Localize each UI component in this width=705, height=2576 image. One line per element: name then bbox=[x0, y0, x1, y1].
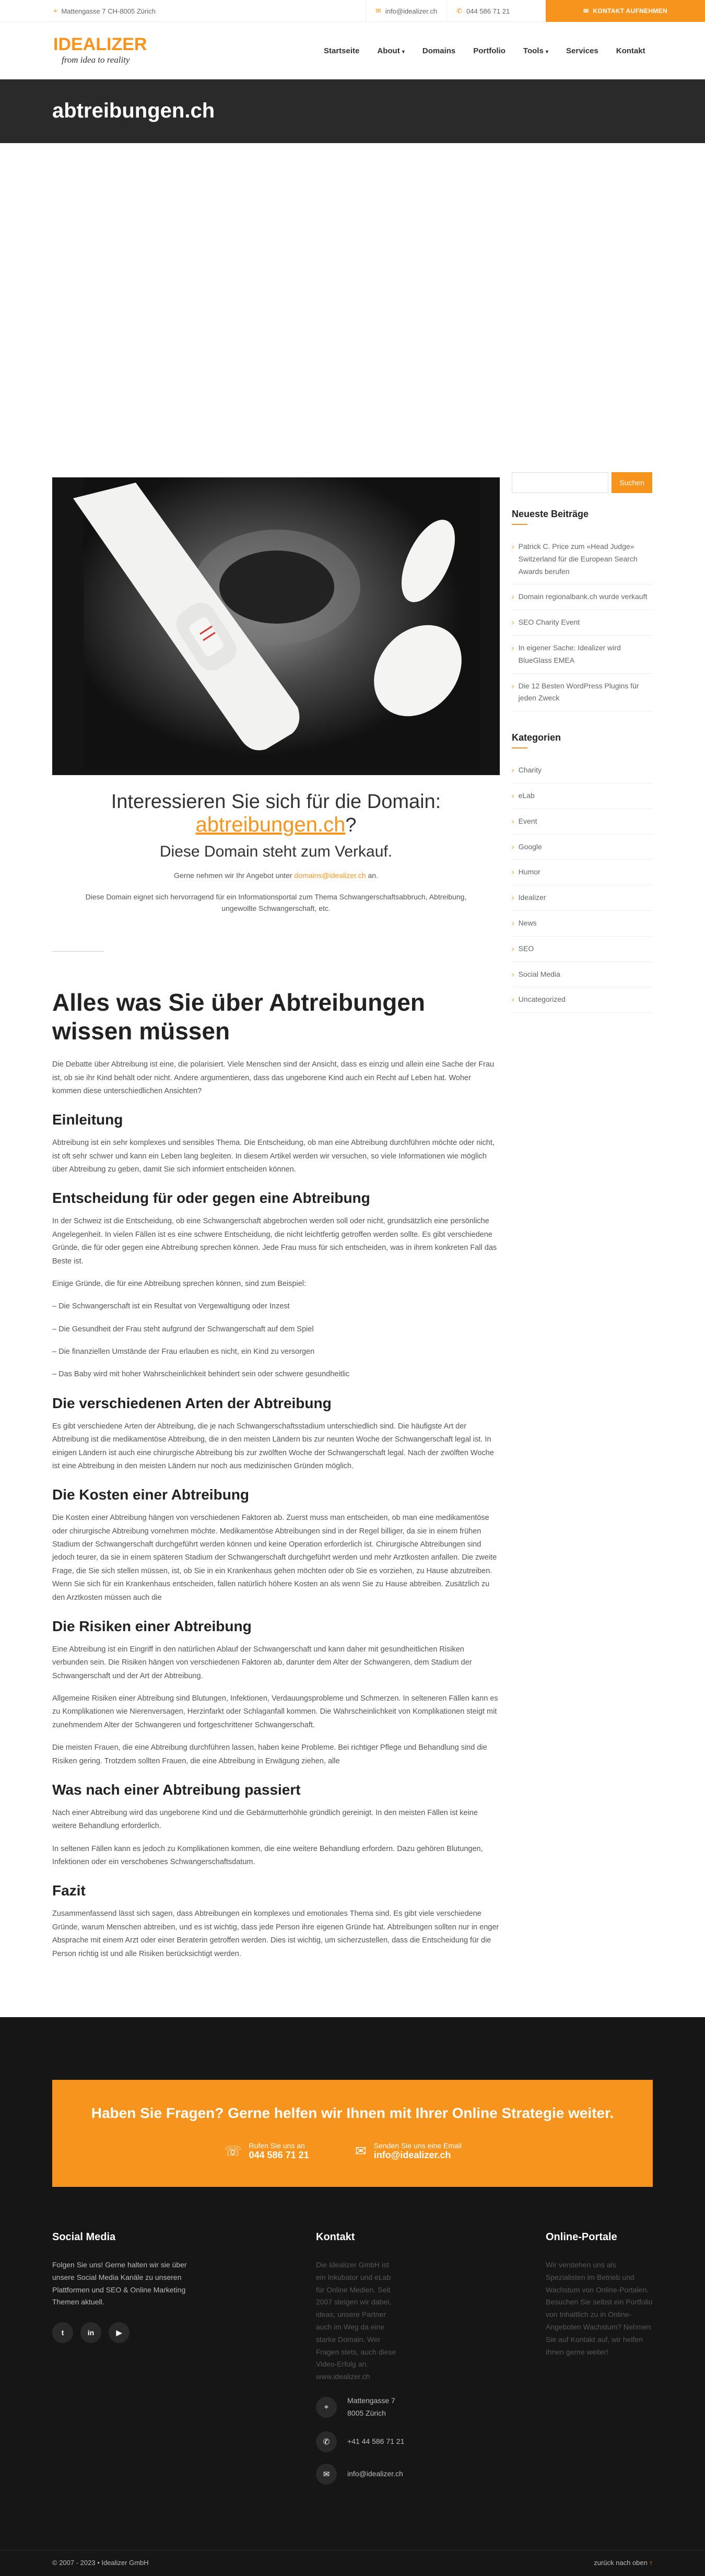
footer-email-text[interactable]: info@idealizer.ch bbox=[347, 2469, 403, 2478]
chevron-right-icon: › bbox=[512, 643, 514, 652]
page-title: abtreibungen.ch bbox=[52, 99, 215, 122]
mail-icon: ✉ bbox=[316, 2464, 337, 2485]
arrow-up-icon: ↑ bbox=[649, 2559, 653, 2567]
promo-domain-link[interactable]: abtreibungen.ch bbox=[195, 813, 346, 836]
section-text: Allgemeine Risiken einer Abtreibung sind Blutungen, Infektionen, Verdauungsprobleme und Schmerzen. In selteneren Fällen kann es zu Komplikationen wie Nierenversagen, Herzinfarkt oder Schlaganfall kommen. Die Wahrscheinlichkeit von Komplikationen steigt mit zunehmendem Alter der Schwangeren und fortgeschrittener Schwangerschaft. bbox=[52, 1694, 498, 1729]
category-text[interactable]: Social Media bbox=[518, 969, 560, 978]
chevron-right-icon: › bbox=[512, 766, 514, 775]
category-link[interactable] bbox=[512, 911, 653, 936]
topbar-phone[interactable] bbox=[446, 0, 519, 22]
category-text[interactable]: eLab bbox=[518, 791, 535, 800]
category-link[interactable] bbox=[512, 962, 653, 988]
chevron-right-icon: › bbox=[512, 918, 514, 927]
category-link[interactable] bbox=[512, 758, 653, 783]
category-link[interactable] bbox=[512, 809, 653, 835]
search-button[interactable]: Suchen bbox=[612, 472, 652, 493]
cta-mail[interactable] bbox=[355, 2141, 462, 2161]
recent-post-link[interactable] bbox=[512, 534, 653, 584]
nav-tools-label[interactable]: Tools bbox=[523, 46, 544, 55]
section-title: Einleitung bbox=[52, 1111, 123, 1128]
section-text: In der Schweiz ist die Entscheidung, ob eine Schwangerschaft abgebrochen werden soll oder nicht, grundsätzlich eine persönliche Angelegenheit. In vielen Fällen ist es eine schwere Entscheidung, die nicht leichtfertig getroffen werden sollte. Es gibt verschiedene Gründe, die für oder gegen eine Abtreibung sprechen können. Jede Frau muss für sich entscheiden, was in ihrem konkreten Fall das Beste ist. bbox=[52, 1217, 497, 1266]
main-nav bbox=[324, 22, 645, 79]
category-link[interactable] bbox=[512, 885, 653, 911]
site-header bbox=[0, 22, 705, 79]
recent-post-link[interactable] bbox=[512, 610, 653, 636]
article-title: Alles was Sie über Abtreibungen wissen müssen bbox=[52, 988, 426, 1045]
mail-icon: ✉ bbox=[355, 2143, 367, 2159]
category-link[interactable] bbox=[512, 783, 653, 809]
section-text: Zusammenfassend lässt sich sagen, dass Abtreibungen ein komplexes und emotionales Thema sind. Es gibt viele verschiedene Gründe, warum Menschen abtreiben, und es ist wichtig, dass jede Person ihre eigenen Gründe hat. Abtreibungen sollten nur in enger Absprache mit einem Arzt oder einer Beraterin getroffen werden. Dies ist wichtig, um sicherzustellen, dass die Entscheidung für die Person richtig ist und alle Risiken berücksichtigt werden. bbox=[52, 1910, 499, 1958]
chevron-right-icon: › bbox=[512, 995, 514, 1004]
social-links bbox=[52, 2322, 188, 2343]
promo-offer bbox=[52, 871, 500, 880]
section-text: Einige Gründe, die für eine Abtreibung sprechen können, sind zum Beispiel: bbox=[52, 1279, 307, 1288]
category-link[interactable] bbox=[512, 987, 653, 1013]
nav-portfolio[interactable]: Portfolio bbox=[473, 46, 506, 55]
recent-post-link[interactable] bbox=[512, 674, 653, 712]
cta-call-label: Rufen Sie uns an bbox=[249, 2141, 305, 2150]
footer-email[interactable] bbox=[316, 2464, 462, 2485]
search-input[interactable] bbox=[512, 472, 608, 493]
chevron-right-icon: › bbox=[512, 681, 514, 690]
section-text: In seltenen Fällen kann es jedoch zu Komplikationen kommen, die eine weitere Behandlung erfordern. Dazu gehören Blutungen, Infektionen oder ein verschobenes Schwangerschaftsdatum. bbox=[52, 1844, 483, 1867]
recent-post-link[interactable] bbox=[512, 584, 653, 610]
offer-email-link[interactable]: domains@idealizer.ch bbox=[294, 871, 366, 880]
footer-social-title: Social Media bbox=[52, 2231, 116, 2243]
chevron-right-icon: › bbox=[512, 618, 514, 627]
offer-suffix: an. bbox=[368, 871, 378, 880]
category-text[interactable]: Uncategorized bbox=[518, 995, 566, 1004]
cta-call[interactable] bbox=[225, 2141, 309, 2161]
footer-bottom bbox=[0, 2550, 705, 2576]
list-item: – Das Baby wird mit hoher Wahrscheinlichkeit behindert sein oder schwere gesundheitlic bbox=[52, 1370, 350, 1379]
section-text: Die Kosten einer Abtreibung hängen von verschiedenen Faktoren ab. Zuerst muss man entscheiden, ob man eine medikamentöse oder chirurgische Abtreibung vornehmen möchte. Medikamentöse Abtreibungen sind in der Regel billiger, da sie in einem frühen Stadium der Schwangerschaft durchgeführt werden können und keine Operation erforderlich ist. Chirurgische Abtreibungen sind jedoch teurer, da sie in einem späteren Stadium der Schwangerschaft durchgeführt werden und mehr Arztkosten anfallen. Die zweite Frage, die Sie sich stellen müssen, ist, ob Sie in ein Krankenhaus gehen möchten oder ob Sie es vorziehen, zu Hause abzutreiben. Wenn Sie sich für ein Krankenhaus entscheiden, fallen natürlich höhere Kosten an als wenn Sie zu Hause abtreiben. Zusätzlich zu den Arztkosten müssen auch die bbox=[52, 1514, 497, 1602]
cta-mail-value[interactable]: info@idealizer.ch bbox=[373, 2150, 451, 2160]
topbar-email-text[interactable]: info@idealizer.ch bbox=[385, 7, 438, 15]
search-form bbox=[512, 472, 653, 493]
chevron-right-icon: › bbox=[512, 816, 514, 825]
article-intro: Die Debatte über Abtreibung ist eine, die polarisiert. Viele Menschen sind der Ansicht, dass es einzig und allein eine Sache der Frau ist, ob sie ihr Kind behält oder nicht. Andere argumentieren, dass das ungeborene Kind auch ein Recht auf Leben hat. Woher kommen diese unterschiedlichen Ansichten? bbox=[52, 1060, 495, 1095]
category-text[interactable]: SEO bbox=[518, 944, 534, 953]
logo-wordmark: IDEALIZER bbox=[53, 34, 147, 54]
category-link[interactable] bbox=[512, 860, 653, 885]
back-to-top-link[interactable] bbox=[594, 2559, 653, 2567]
footer-kontakt-title: Kontakt bbox=[316, 2231, 355, 2243]
section-text: Die meisten Frauen, die eine Abtreibung durchführen lassen, haben keine Probleme. Bei richtiger Pflege und Behandlung sind die Risiken gering. Trotzdem sollten Frauen, die eine Abtreibung in Erwägung ziehen, alle bbox=[52, 1743, 487, 1765]
section-title: Die verschiedenen Arten der Abtreibung bbox=[52, 1395, 332, 1411]
site-logo[interactable] bbox=[52, 32, 162, 74]
logo-tagline: from idea to reality bbox=[62, 55, 130, 65]
category-text[interactable]: Humor bbox=[518, 868, 540, 876]
article bbox=[52, 988, 500, 1961]
contact-cta-label[interactable]: KONTAKT AUFNEHMEN bbox=[593, 7, 667, 15]
site-footer bbox=[0, 2017, 705, 2576]
footer-social bbox=[52, 2231, 188, 2343]
content-column bbox=[52, 342, 500, 1970]
section-title: Entscheidung für oder gegen eine Abtreibung bbox=[52, 1190, 370, 1207]
list-item: – Die finanziellen Umstände der Frau erlauben es nicht, ein Kind zu versorgen bbox=[52, 1348, 315, 1356]
back-to-top-label[interactable]: zurück nach oben bbox=[594, 2559, 648, 2567]
footer-address bbox=[316, 2395, 462, 2420]
phone-icon: ✆ bbox=[456, 7, 463, 15]
footer-portale-text: Wir verstehen uns als Spezialisten im Betrieb und Wachstum von Online-Portalen. Besuchen Sie selbst ein Portfolio von Inhaltlich zu in Online-Angeboten Wachstum? Nehmen Sie auf Kontakt auf, wir helfen Ihnen gerne weiter! bbox=[546, 2261, 653, 2356]
offer-prefix: Gerne nehmen wir Ihr Angebot unter bbox=[174, 871, 292, 880]
footer-kontakt bbox=[316, 2231, 462, 2485]
nav-startseite[interactable]: Startseite bbox=[324, 46, 360, 55]
domain-promo bbox=[52, 791, 500, 915]
top-bar bbox=[0, 0, 705, 22]
nav-tools[interactable] bbox=[523, 46, 548, 55]
chevron-right-icon: › bbox=[512, 893, 514, 902]
section-title: Die Risiken einer Abtreibung bbox=[52, 1618, 252, 1634]
map-pin-icon: ⌖ bbox=[316, 2397, 337, 2418]
chevron-right-icon: › bbox=[512, 791, 514, 800]
cta-band-title: Haben Sie Fragen? Gerne helfen wir Ihnen mit Ihrer Online Strategie weiter. bbox=[91, 2105, 614, 2121]
category-text[interactable]: Idealizer bbox=[518, 893, 546, 902]
linkedin-icon[interactable]: in bbox=[80, 2322, 101, 2343]
category-link[interactable] bbox=[512, 835, 653, 860]
category-text[interactable]: Google bbox=[518, 842, 542, 851]
promo-heading: Interessieren Sie sich für die Domain: bbox=[111, 791, 441, 813]
sidebar bbox=[512, 472, 653, 1013]
chat-icon: ☏ bbox=[225, 2143, 242, 2159]
nav-domains[interactable]: Domains bbox=[422, 46, 456, 55]
recent-post-text[interactable]: Domain regionalbank.ch wurde verkauft bbox=[518, 592, 648, 601]
recent-post-text[interactable]: Patrick C. Price zum «Head Judge» Switzerland für die European Search Awards berufen bbox=[518, 542, 638, 576]
list-item: – Die Gesundheit der Frau steht aufgrund der Schwangerschaft auf dem Spiel bbox=[52, 1325, 314, 1333]
cta-mail-label: Senden Sie uns eine Email bbox=[373, 2141, 462, 2150]
nav-kontakt[interactable]: Kontakt bbox=[616, 46, 645, 55]
nav-services[interactable]: Services bbox=[566, 46, 598, 55]
recent-posts-title-text: Neueste Beiträge bbox=[512, 509, 589, 519]
phone-icon: ✆ bbox=[316, 2431, 337, 2452]
footer-portale bbox=[546, 2231, 653, 2358]
recent-post-text[interactable]: In eigener Sache: Idealizer wird BlueGlass EMEA bbox=[518, 643, 621, 664]
chevron-right-icon: › bbox=[512, 969, 514, 978]
category-text[interactable]: Charity bbox=[518, 766, 542, 775]
topbar-address bbox=[53, 0, 156, 22]
promo-description: Diese Domain eignet sich hervorragend für ein Informationsportal zum Thema Schwangerschaftsabbruch, Abtreibung, ungewollte Schwangerschaft, etc. bbox=[85, 893, 467, 913]
mail-icon: ✉ bbox=[375, 7, 381, 15]
section-title: Fazit bbox=[52, 1882, 86, 1899]
recent-post-link[interactable] bbox=[512, 636, 653, 674]
divider bbox=[52, 951, 104, 952]
map-pin-icon: ⌖ bbox=[53, 7, 57, 15]
categories-title bbox=[512, 732, 653, 748]
youtube-icon[interactable]: ▶ bbox=[109, 2322, 130, 2343]
list-item: – Die Schwangerschaft ist ein Resultat von Vergewaltigung oder Inzest bbox=[52, 1302, 290, 1311]
footer-phone[interactable] bbox=[316, 2431, 462, 2452]
section-text: Eine Abtreibung ist ein Eingriff in den natürlichen Ablauf der Schwangerschaft und kann daher mit gesundheitlichen Risiken verbunden sein. Die Risiken hängen von verschiedenen Faktoren ab, darunter dem Alter der Schwangeren, dem Stadium der Schwangerschaft und der Art der Abtreibung. bbox=[52, 1645, 472, 1680]
promo-question-mark: ? bbox=[345, 814, 357, 836]
twitter-icon[interactable]: t bbox=[52, 2322, 73, 2343]
page-hero bbox=[0, 79, 705, 143]
address-line1: Mattengasse 7 bbox=[347, 2396, 395, 2405]
address-text: Mattengasse 7 CH-8005 Zürich bbox=[61, 7, 156, 15]
recent-posts-title bbox=[512, 509, 653, 525]
section-title: Die Kosten einer Abtreibung bbox=[52, 1486, 250, 1503]
section-text: Abtreibung ist ein sehr komplexes und sensibles Thema. Die Entscheidung, ob man eine Abtreibung durchführen möchte oder nicht, ist oft sehr schwer und kann ein Leben lang begleiten. In diesem Artikel werden wir versuchen, so viele Informationen wie möglich über Abtreibung zu geben, damit Sie sich informiert entscheiden können. bbox=[52, 1139, 495, 1174]
chevron-right-icon: › bbox=[512, 944, 514, 953]
chevron-down-icon: ▾ bbox=[545, 49, 549, 55]
copyright: © 2007 - 2023 • Idealizer GmbH bbox=[52, 2559, 149, 2567]
title-underline bbox=[512, 524, 527, 525]
chevron-down-icon: ▾ bbox=[402, 49, 405, 55]
pregnancy-test-image bbox=[52, 477, 500, 775]
envelope-icon: ✉ bbox=[583, 7, 589, 15]
footer-portale-title: Online-Portale bbox=[546, 2231, 617, 2243]
section-text: Es gibt verschiedene Arten der Abtreibung, die je nach Schwangerschaftsstadium unterschiedlich sind. Die häufigste Art der Abtreibung ist die medikamentöse Abtreibung, die in den meisten Ländern bis zur neunten Woche der Schwangerschaft legal ist. In einigen Ländern ist auch eine chirurgische Abtreibung bis zur zwölften Woche der Schwangerschaft legal. Nach der zwölften Woche ist eine Abtreibung in den meisten Ländern nur noch aus medizinischen Gründen möglich. bbox=[52, 1422, 494, 1470]
chevron-right-icon: › bbox=[512, 542, 514, 551]
title-underline bbox=[512, 747, 527, 748]
category-text[interactable]: Event bbox=[518, 816, 537, 825]
categories-title-text: Kategorien bbox=[512, 732, 561, 743]
topbar-email[interactable] bbox=[366, 0, 446, 22]
promo-sale-text: Diese Domain steht zum Verkauf. bbox=[159, 843, 393, 860]
address-line2: 8005 Zürich bbox=[347, 2408, 386, 2417]
chevron-right-icon: › bbox=[512, 842, 514, 851]
section-title: Was nach einer Abtreibung passiert bbox=[52, 1781, 301, 1798]
nav-about-label[interactable]: About bbox=[377, 46, 400, 55]
recent-post-text[interactable]: Die 12 Besten WordPress Plugins für jeden Zweck bbox=[518, 681, 639, 702]
chevron-right-icon: › bbox=[512, 592, 514, 601]
topbar-phone-text[interactable]: 044 586 71 21 bbox=[466, 7, 510, 15]
cta-call-value[interactable]: 044 586 71 21 bbox=[249, 2150, 309, 2160]
footer-phone-text[interactable]: +41 44 586 71 21 bbox=[347, 2437, 405, 2445]
category-link[interactable] bbox=[512, 936, 653, 962]
contact-cta-button[interactable] bbox=[546, 0, 705, 22]
footer-social-text: Folgen Sie uns! Gerne halten wir sie über unsere Social Media Kanäle zu unseren Plattformen und SEO & Online Marketing Themen aktuell. bbox=[52, 2261, 187, 2306]
category-text[interactable]: News bbox=[518, 918, 537, 927]
cta-band bbox=[52, 2080, 653, 2187]
nav-about[interactable] bbox=[377, 46, 405, 55]
recent-post-text[interactable]: SEO Charity Event bbox=[518, 618, 580, 627]
section-text: Nach einer Abtreibung wird das ungeborene Kind und die Gebärmutterhöhle gründlich gereinigt. In den meisten Fällen ist keine weitere Behandlung erforderlich. bbox=[52, 1808, 478, 1831]
chevron-right-icon: › bbox=[512, 868, 514, 876]
footer-kontakt-text: Die Idealizer GmbH ist ein Inkubator und eLab für Online Medien. Seit 2007 steigen wir dabei, ideas, unsere Partner auch im Weg da eine starke Domain. Wer Fragen stets, auch diese Video-Erfolg an. www.idealizer.ch bbox=[316, 2261, 396, 2381]
